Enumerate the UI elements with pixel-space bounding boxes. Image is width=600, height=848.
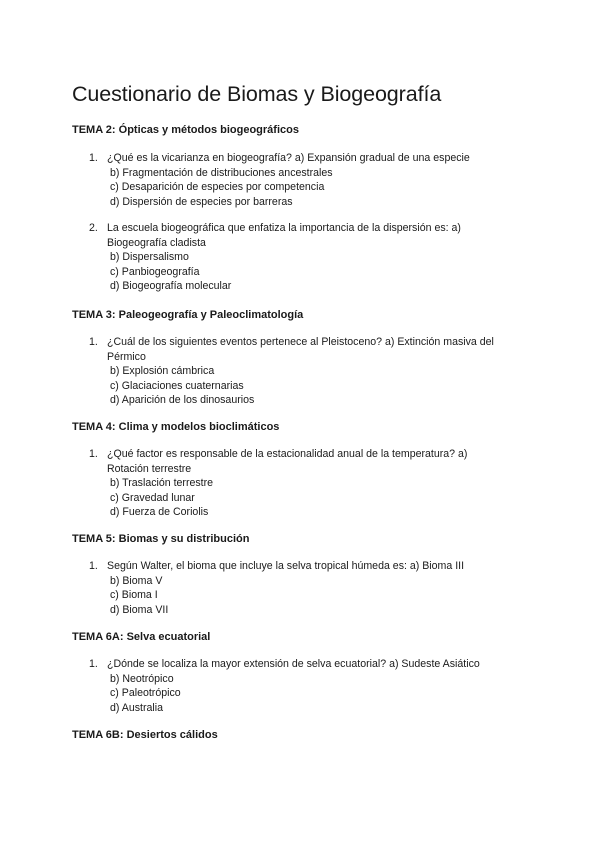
question-text-continued: Rotación terrestre [107,462,192,475]
answer-option: c) Gravedad lunar [110,491,195,504]
page-title: Cuestionario de Biomas y Biogeografía [72,82,442,106]
answer-option: d) Fuerza de Coriolis [110,506,209,518]
answer-option: b) Dispersalismo [110,251,189,263]
question-number: 2. [89,222,98,234]
section-tema-6a [72,630,542,715]
answer-option: d) Biogeografía molecular [110,280,232,292]
answer-option: b) Neotrópico [110,672,174,685]
answer-option: c) Bioma I [110,589,158,601]
answer-option: b) Bioma V [110,574,163,587]
question-number: 1. [89,560,98,572]
question-text-continued: Biogeografía cladista [107,236,206,249]
section-tema-6b [72,728,542,742]
question-text: ¿Dónde se localiza la mayor extensión de selva ecuatorial? a) Sudeste Asiático [107,658,480,670]
answer-option: c) Panbiogeografía [110,265,200,278]
question-text: ¿Qué es la vicarianza en biogeografía? a) Expansión gradual de una especie [107,152,470,164]
question-text-continued: Pérmico [107,350,146,363]
question [72,657,542,715]
section-heading: TEMA 3: Paleogeografía y Paleoclimatología [72,309,304,321]
section-tema-4 [72,420,542,520]
answer-option: b) Fragmentación de distribuciones ancestrales [110,166,333,179]
section-tema-2 [72,123,542,294]
section-heading: TEMA 4: Clima y modelos bioclimáticos [72,421,280,433]
answer-option: b) Traslación terrestre [110,477,214,489]
question-text: Según Walter, el bioma que incluye la selva tropical húmeda es: a) Bioma III [107,560,465,572]
section-tema-5 [72,532,542,617]
question [72,221,542,294]
question-number: 1. [89,658,98,670]
question [72,151,542,209]
question-text: ¿Cuál de los siguientes eventos pertenece al Pleistoceno? a) Extinción masiva del [107,336,494,348]
question [72,559,542,617]
section-tema-3 [72,308,542,408]
section-heading: TEMA 6A: Selva ecuatorial [72,631,211,643]
question-text: La escuela biogeográfica que enfatiza la importancia de la dispersión es: a) [107,222,461,234]
answer-option: c) Desaparición de especies por competencia [110,181,325,193]
answer-option: c) Glaciaciones cuaternarias [110,379,244,392]
question-number: 1. [89,152,98,164]
section-heading: TEMA 2: Ópticas y métodos biogeográficos [72,124,299,136]
answer-option: d) Australia [110,701,163,714]
question-number: 1. [89,448,98,460]
answer-option: d) Aparición de los dinosaurios [110,394,255,406]
answer-option: d) Bioma VII [110,603,169,616]
question [72,447,542,520]
question-number: 1. [89,336,98,348]
question-text: ¿Qué factor es responsable de la estacionalidad anual de la temperatura? a) [107,448,468,460]
answer-option: d) Dispersión de especies por barreras [110,195,293,208]
section-heading: TEMA 5: Biomas y su distribución [72,533,250,545]
section-heading: TEMA 6B: Desiertos cálidos [72,729,218,741]
answer-option: b) Explosión cámbrica [110,365,215,377]
question [72,335,542,408]
answer-option: c) Paleotrópico [110,687,181,699]
